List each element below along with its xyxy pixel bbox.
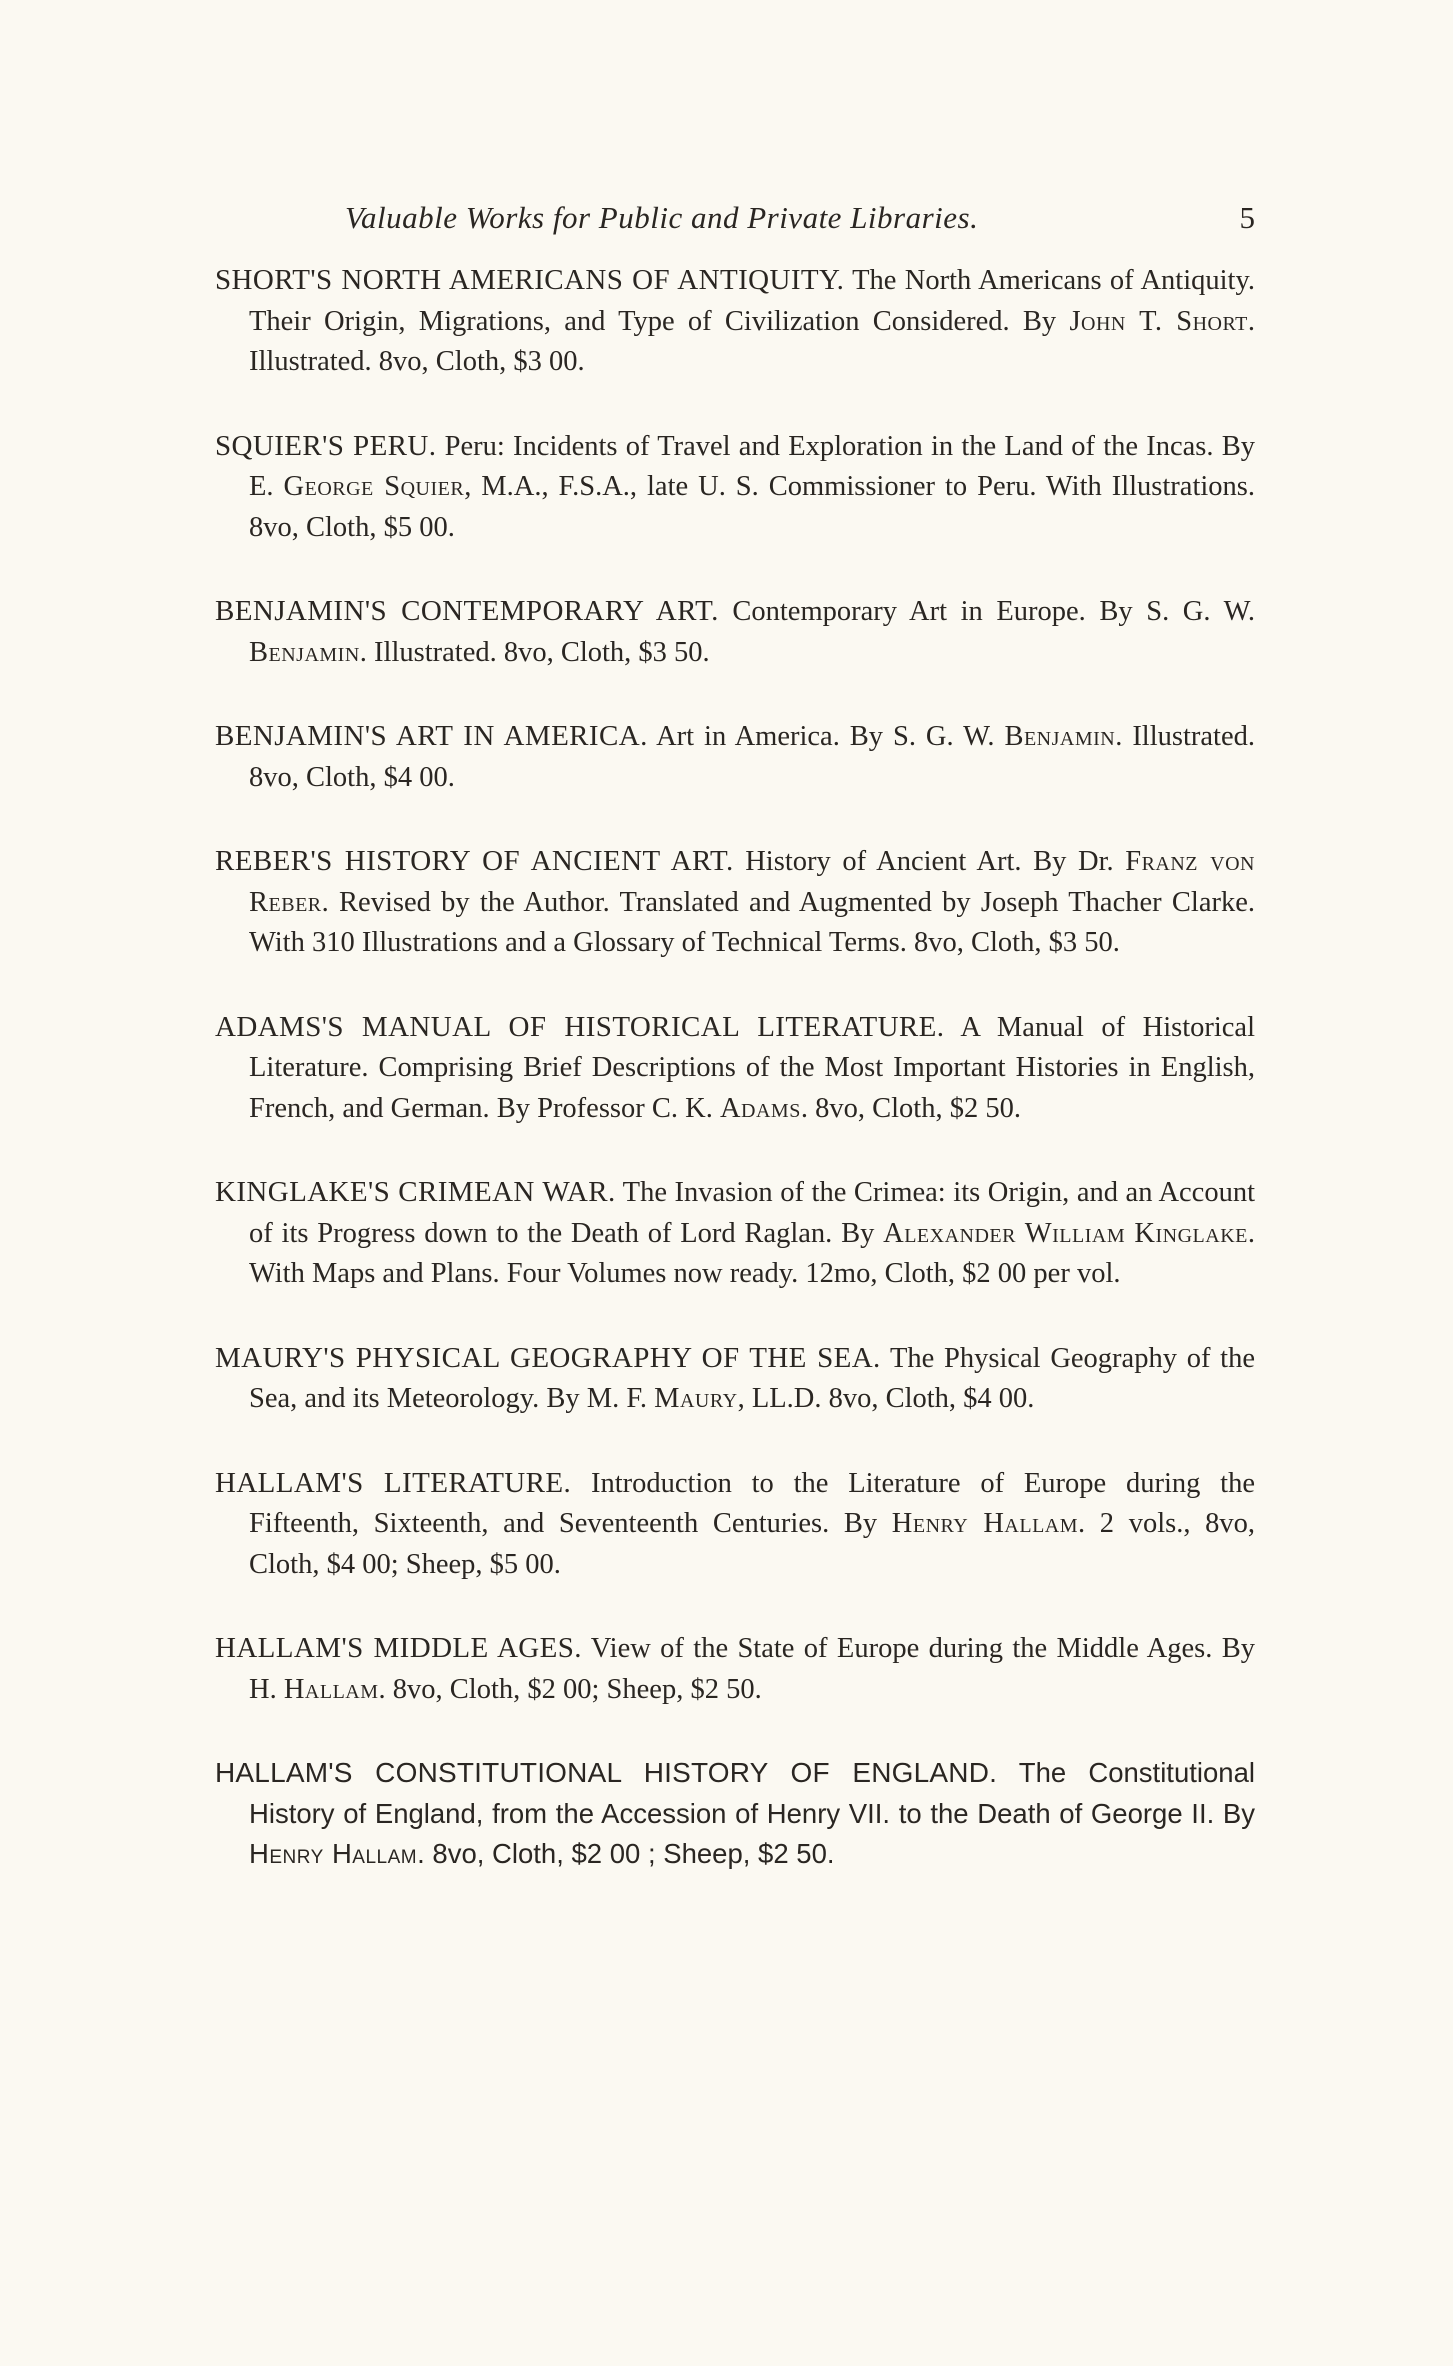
- entry-title: ADAMS'S MANUAL OF HISTORICAL LITERATURE.: [215, 1010, 945, 1043]
- entry-details: , M.A., F.S.A., late U. S. Commissioner to Peru. With Illustrations. 8vo, Cloth, $5 00.: [249, 471, 1256, 543]
- entry-title: SQUIER'S PERU.: [215, 429, 437, 462]
- catalog-entry-adams: [215, 1007, 1255, 1130]
- catalog-entry-short: [215, 260, 1255, 383]
- entry-description: Art in America. By S. G. W.: [647, 721, 1005, 752]
- catalog-entry-hallam-middle-ages: [215, 1628, 1255, 1710]
- entry-description: History of Ancient Art. By Dr.: [733, 846, 1126, 877]
- catalog-entry-benjamin-contemporary: [215, 591, 1255, 673]
- entry-description: The Physical Geography of the Sea, and its Meteorology. By M. F.: [249, 1342, 1255, 1414]
- entry-details: , LL.D. 8vo, Cloth, $4 00.: [737, 1383, 1035, 1414]
- catalog-entry-reber: [215, 841, 1255, 964]
- entry-author: Hallam: [283, 1673, 379, 1705]
- entry-details: . Revised by the Author. Translated and Augmented by Joseph Thacher Clarke. With 310 Illustrations and a Glossary of Technical Terms. 8vo, Cloth, $3 50.: [249, 886, 1255, 958]
- catalog-entry-hallam-constitutional: [215, 1753, 1255, 1875]
- catalog-entry-benjamin-america: [215, 716, 1255, 798]
- entry-description: Introduction to the Literature of Europe during the Fifteenth, Sixteenth, and Seventeenth Centuries. By: [249, 1467, 1255, 1539]
- entry-description: Peru: Incidents of Travel and Exploration in the Land of the Incas. By E.: [249, 430, 1255, 502]
- page-number: 5: [1239, 200, 1255, 235]
- entry-description: The Invasion of the Crimea: its Origin, and an Account of its Progress down to the Death of Lord Raglan. By: [249, 1177, 1255, 1249]
- entry-title: BENJAMIN'S ART IN AMERICA.: [215, 720, 648, 752]
- entry-details: . 2 vols., 8vo, Cloth, $4 00; Sheep, $5 00.: [249, 1508, 1255, 1580]
- entry-title: KINGLAKE'S CRIMEAN WAR.: [215, 1176, 616, 1208]
- entry-title: HALLAM'S CONSTITUTIONAL HISTORY OF ENGLAND.: [215, 1757, 998, 1788]
- catalog-entry-hallam-literature: [215, 1463, 1255, 1586]
- entry-title: HALLAM'S MIDDLE AGES.: [215, 1632, 582, 1664]
- entry-details: . 8vo, Cloth, $2 00; Sheep, $2 50.: [378, 1673, 762, 1705]
- entry-title: BENJAMIN'S CONTEMPORARY ART.: [215, 595, 719, 627]
- entry-description: A Manual of Historical Literature. Comprising Brief Descriptions of the Most Important Histories in English, French, and German. By Professor C. K.: [249, 1011, 1256, 1124]
- running-title: Valuable Works for Public and Private Libraries.: [345, 200, 979, 235]
- entry-details: . With Maps and Plans. Four Volumes now ready. 12mo, Cloth, $2 00 per vol.: [249, 1217, 1255, 1289]
- entry-title: SHORT'S NORTH AMERICANS OF ANTIQUITY.: [215, 264, 845, 296]
- entry-details: . 8vo, Cloth, $2 50.: [800, 1092, 1021, 1124]
- entry-author: Benjamin: [1004, 721, 1116, 752]
- entry-details: . 8vo, Cloth, $2 00 ; Sheep, $2 50.: [417, 1838, 835, 1869]
- catalog-entry-squier: [215, 426, 1255, 549]
- entry-description: The Constitutional History of England, from the Accession of Henry VII. to the Death of George II. By: [249, 1757, 1255, 1829]
- catalog-entry-kinglake: [215, 1172, 1255, 1295]
- entry-author: George Squier: [283, 471, 465, 502]
- entry-title: MAURY'S PHYSICAL GEOGRAPHY OF THE SEA.: [215, 1341, 881, 1374]
- entry-author: Maury: [654, 1383, 738, 1414]
- entry-details: . Illustrated. 8vo, Cloth, $4 00.: [249, 721, 1255, 793]
- entry-title: REBER'S HISTORY OF ANCIENT ART.: [215, 845, 734, 877]
- running-head: [215, 200, 1255, 248]
- entry-description: Contemporary Art in Europe. By S. G. W.: [718, 596, 1255, 627]
- catalog-entry-maury: [215, 1338, 1255, 1420]
- entry-author: Henry Hallam: [891, 1508, 1079, 1539]
- entry-author: Henry Hallam: [249, 1838, 418, 1869]
- entry-details: . Illustrated. 8vo, Cloth, $3 50.: [359, 636, 710, 668]
- entry-details: . Illustrated. 8vo, Cloth, $3 00.: [249, 305, 1255, 377]
- catalog-entries: [215, 260, 1255, 1918]
- entry-title: HALLAM'S LITERATURE.: [215, 1466, 572, 1499]
- entry-author: Benjamin: [249, 636, 360, 668]
- entry-author: Adams: [719, 1092, 801, 1124]
- entry-author: John T. Short: [1069, 305, 1248, 337]
- entry-author: Franz von Reber: [249, 846, 1255, 918]
- entry-description: The North Americans of Antiquity. Their Origin, Migrations, and Type of Civilization Considered. By: [249, 265, 1255, 337]
- entry-description: View of the State of Europe during the Middle Ages. By H.: [249, 1633, 1255, 1705]
- entry-author: Alexander William Kinglake: [883, 1217, 1248, 1249]
